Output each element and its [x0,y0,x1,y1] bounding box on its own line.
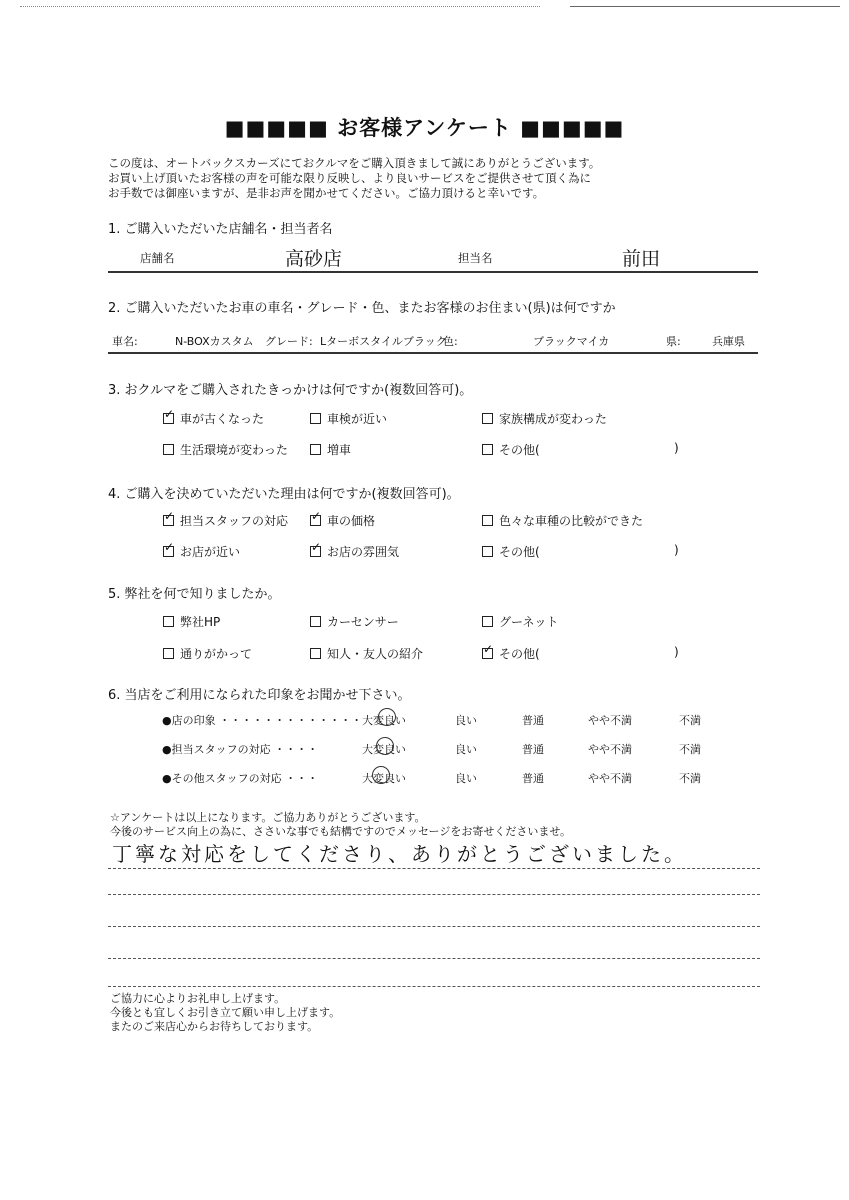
rating-dissatisfied[interactable]: 不満 [679,743,701,756]
q5-option-carsensor[interactable] [310,613,399,630]
option-label: その他( [499,647,540,661]
option-label: 担当スタッフの対応 [180,514,289,528]
q3-option-other[interactable] [482,441,540,458]
selection-circle-icon [378,708,396,726]
q3-heading: 3. おクルマをご購入されたきっかけは何ですか(複数回答可)。 [108,383,473,398]
q3-option-additional-car[interactable] [310,441,351,458]
q6-row-label: ●店の印象 ・・・・・・・・・・・・・ [162,714,363,727]
color-label: 色: [443,335,458,348]
comment-line [108,926,760,927]
selection-circle-icon [372,766,390,784]
q5-option-referral[interactable] [310,645,423,662]
option-label: カーセンサー [327,615,399,629]
q4-option-atmosphere[interactable] [310,543,399,560]
rating-slightly-dissatisfied[interactable]: やや不満 [588,772,632,785]
q5-heading: 5. 弊社を何で知りましたか。 [108,587,281,602]
car-label: 車名: [112,335,138,348]
scan-artifact-line [570,6,840,7]
q2-underline [108,352,758,354]
q5-option-passing[interactable] [163,645,252,662]
q4-option-staff[interactable] [163,512,288,529]
checkbox-icon[interactable] [310,413,321,424]
comment-line [108,868,760,869]
option-label: グーネット [499,615,559,629]
option-label: 色々な車種の比較ができた [499,514,644,528]
rating-dissatisfied[interactable]: 不満 [679,714,701,727]
q4-other-close-paren: ) [674,543,679,557]
rating-normal[interactable]: 普通 [522,714,544,727]
q6-row-label: ●担当スタッフの対応 ・・・・ [162,743,319,756]
rating-very-good[interactable]: 大変良い [362,772,406,785]
grade-value[interactable]: Lターボスタイルブラック [320,335,447,348]
q4-option-compare[interactable] [482,512,643,529]
q3-option-old-car[interactable] [163,410,264,427]
checkbox-checked-icon[interactable] [163,413,174,424]
q6-row-label: ●その他スタッフの対応 ・・・ [162,772,319,785]
checkbox-icon[interactable] [482,444,493,455]
car-value[interactable]: N-BOXカスタム [175,335,254,348]
q1-heading: 1. ご購入いただいた店舗名・担当者名 [108,222,333,237]
rating-good[interactable]: 良い [455,743,477,756]
checkbox-icon[interactable] [482,616,493,627]
comment-line [108,958,760,959]
option-label: お店が近い [180,545,241,559]
checkbox-icon[interactable] [310,648,321,659]
q2-heading: 2. ご購入いただいたお車の車名・グレード・色、またお客様のお住まい(県)は何ですか [108,301,616,316]
checkbox-icon[interactable] [163,616,174,627]
checkbox-icon[interactable] [482,413,493,424]
rating-very-good[interactable]: 大変良い [362,743,406,756]
footer-line-3: またのご来店心からお待ちしております。 [110,1020,319,1033]
survey-title: ■■■■■ お客様アンケート ■■■■■ [224,116,625,140]
option-label: その他( [499,443,540,457]
rating-good[interactable]: 良い [455,772,477,785]
checkbox-icon[interactable] [482,515,493,526]
checkbox-checked-icon[interactable] [163,546,174,557]
q6-heading: 6. 当店をご利用になられた印象をお聞かせ下さい。 [108,688,411,703]
rating-normal[interactable]: 普通 [522,772,544,785]
checkbox-icon[interactable] [482,546,493,557]
comment-line [108,986,760,987]
pref-label: 県: [666,335,681,348]
rating-good[interactable]: 良い [455,714,477,727]
checkbox-checked-icon[interactable] [310,515,321,526]
closing-note-2: 今後のサービス向上の為に、ささいな事でも結構ですのでメッセージをお寄せくださいませ。 [110,825,572,838]
option-label: 車検が近い [327,412,388,426]
q5-option-other[interactable] [482,645,540,662]
checkbox-icon[interactable] [163,444,174,455]
q5-other-close-paren: ) [674,645,679,659]
rating-slightly-dissatisfied[interactable]: やや不満 [588,743,632,756]
comment-line [108,894,760,895]
option-label: 車の価格 [327,514,376,528]
intro-line-1: この度は、オートバックスカーズにておクルマをご購入頂きまして誠にありがとうございます。 [108,156,601,170]
scan-artifact-line [20,6,540,7]
option-label: 生活環境が変わった [180,443,288,457]
option-label: お店の雰囲気 [327,545,400,559]
q3-other-close-paren: ) [674,441,679,455]
color-value[interactable]: ブラックマイカ [533,335,610,348]
q3-option-shaken[interactable] [310,410,387,427]
footer-line-1: ご協力に心よりお礼申し上げます。 [110,992,286,1005]
rating-dissatisfied[interactable]: 不満 [679,772,701,785]
option-label: 通りがかって [180,647,253,661]
rating-normal[interactable]: 普通 [522,743,544,756]
q3-option-lifestyle[interactable] [163,441,288,458]
q1-underline [108,271,758,273]
checkbox-checked-icon[interactable] [163,515,174,526]
q5-option-goonet[interactable] [482,613,558,630]
comment-text[interactable]: 丁寧な対応をしてくださり、ありがとうございました。 [112,842,687,866]
checkbox-checked-icon[interactable] [482,648,493,659]
selection-circle-icon [376,737,394,755]
footer-line-2: 今後とも宜しくお引き立て願い申し上げます。 [110,1006,341,1019]
staff-value[interactable]: 前田 [622,248,661,270]
q4-option-other[interactable] [482,543,540,560]
checkbox-icon[interactable] [310,444,321,455]
q4-option-near[interactable] [163,543,240,560]
staff-label: 担当名 [458,251,493,265]
q4-heading: 4. ご購入を決めていただいた理由は何ですか(複数回答可)。 [108,487,460,502]
store-value[interactable]: 高砂店 [285,248,343,270]
option-label: 弊社HP [180,615,221,629]
option-label: 車が古くなった [180,412,265,426]
q3-option-family[interactable] [482,410,607,427]
rating-slightly-dissatisfied[interactable]: やや不満 [588,714,632,727]
q5-option-hp[interactable] [163,613,220,630]
intro-line-2: お買い上げ頂いたお客様の声を可能な限り反映し、より良いサービスをご提供させて頂く為に [108,171,591,185]
option-label: 家族構成が変わった [499,412,607,426]
checkbox-icon[interactable] [163,648,174,659]
checkbox-icon[interactable] [310,616,321,627]
grade-label: グレード: [265,335,313,348]
option-label: 知人・友人の紹介 [327,647,424,661]
option-label: 増車 [327,443,352,457]
rating-very-good[interactable]: 大変良い [362,714,406,727]
checkbox-checked-icon[interactable] [310,546,321,557]
pref-value[interactable]: 兵庫県 [712,335,745,348]
closing-note-1: ☆アンケートは以上になります。ご協力ありがとうございます。 [110,811,426,824]
option-label: その他( [499,545,540,559]
store-label: 店舗名 [140,251,175,265]
intro-line-3: お手数では御座いますが、是非お声を聞かせてください。ご協力頂けると幸いです。 [108,186,545,200]
q4-option-price[interactable] [310,512,375,529]
